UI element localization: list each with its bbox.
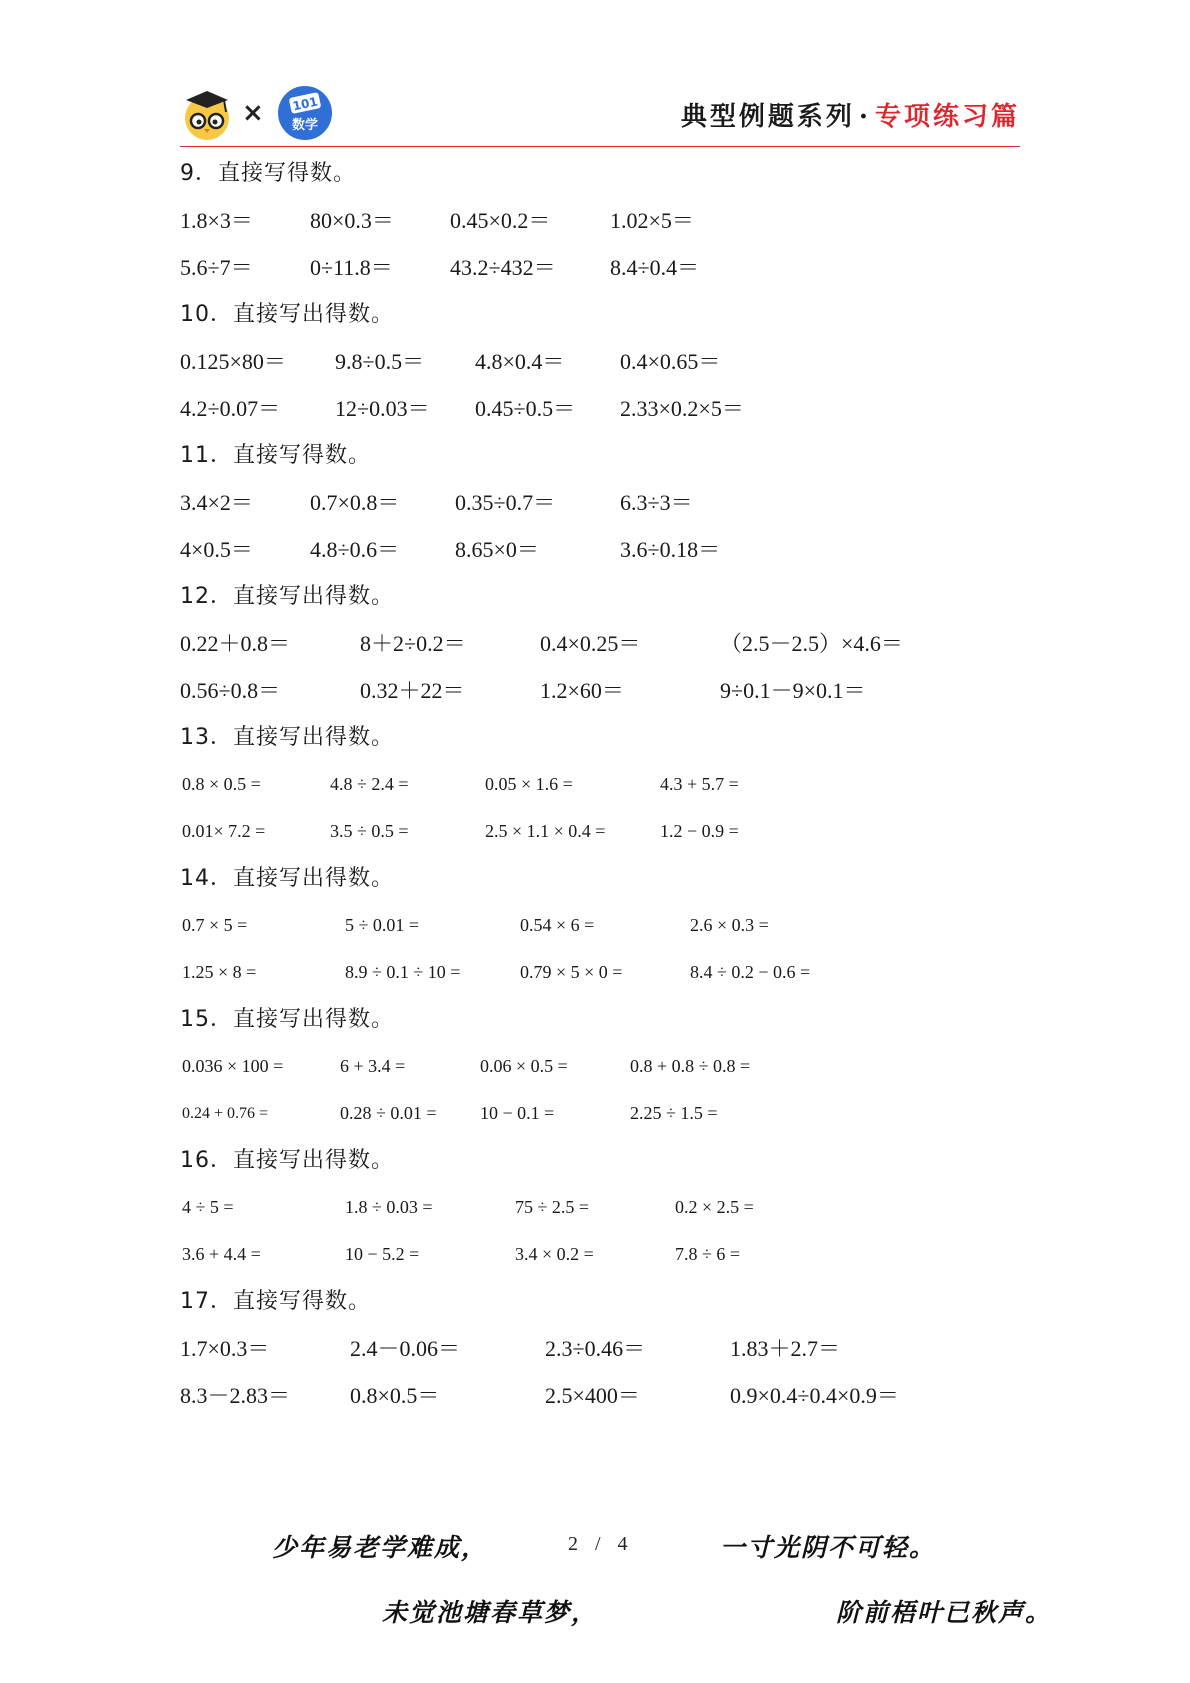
expression: 8.3－2.83＝	[180, 1383, 291, 1408]
expression: 0.32＋22＝	[360, 678, 465, 703]
problem-list	[180, 150, 1020, 1419]
expression: 0.45÷0.5＝	[475, 396, 576, 421]
expression: 0.79 × 5 × 0 =	[520, 962, 623, 982]
expression: 1.2×60＝	[540, 678, 624, 703]
expression: 0.28 ÷ 0.01 =	[340, 1103, 437, 1123]
expression: 8＋2÷0.2＝	[360, 631, 466, 656]
expression: 1.83＋2.7＝	[730, 1336, 841, 1361]
expression: 2.4－0.06＝	[350, 1336, 461, 1361]
expression: 8.9 ÷ 0.1 ÷ 10 =	[345, 962, 461, 982]
problem-title: 10．直接写出得数。	[180, 302, 394, 327]
header-title	[681, 96, 1020, 133]
expression: 0.8×0.5＝	[350, 1383, 440, 1408]
expression: 3.4 × 0.2 =	[515, 1244, 594, 1264]
expression: 1.2 − 0.9 =	[660, 821, 739, 841]
footer-poem-line-3: 未觉池塘春草梦，	[382, 1598, 599, 1627]
expression: 2.6 × 0.3 =	[690, 915, 769, 935]
problem-9	[180, 150, 1020, 291]
expression: 0.05 × 1.6 =	[485, 774, 573, 794]
logo-101-text: 101	[291, 94, 319, 114]
problem-15	[180, 996, 1020, 1137]
expression: 2.33×0.2×5＝	[620, 396, 744, 421]
expression-row	[180, 1372, 1020, 1419]
expression: 0.125×80＝	[180, 349, 286, 374]
owl-logo-icon	[180, 88, 234, 142]
expression-row	[180, 197, 1020, 244]
problem-11	[180, 432, 1020, 573]
expression-row	[180, 902, 1020, 949]
problem-16	[180, 1137, 1020, 1278]
expression-row	[180, 1231, 1020, 1278]
expression: 3.6÷0.18＝	[620, 537, 721, 562]
problem-title: 12．直接写出得数。	[180, 584, 394, 609]
expression-row	[180, 667, 1020, 714]
expression: 0.35÷0.7＝	[455, 490, 556, 515]
problem-17	[180, 1278, 1020, 1419]
math-101-logo-icon	[276, 84, 334, 142]
problem-title: 17．直接写得数。	[180, 1289, 371, 1314]
expression: 6 + 3.4 =	[340, 1056, 406, 1076]
expression: 0.4×0.65＝	[620, 349, 721, 374]
expression: 4 ÷ 5 =	[182, 1197, 234, 1217]
expression: 7.8 ÷ 6 =	[675, 1244, 741, 1264]
expression: 1.8×3＝	[180, 208, 253, 233]
expression: 0÷11.8＝	[310, 255, 393, 280]
expression: 2.25 ÷ 1.5 =	[630, 1103, 718, 1123]
page-number: 2 / 4	[568, 1533, 634, 1555]
expression: 0.56÷0.8＝	[180, 678, 281, 703]
footer-poem-line-2: 一寸光阴不可轻。	[720, 1533, 937, 1562]
expression: 3.6 + 4.4 =	[182, 1244, 261, 1264]
expression: 0.54 × 6 =	[520, 915, 595, 935]
expression: 4×0.5＝	[180, 537, 253, 562]
expression: 0.4×0.25＝	[540, 631, 641, 656]
expression: 0.45×0.2＝	[450, 208, 551, 233]
expression: 0.8 × 0.5 =	[182, 774, 261, 794]
expression: 0.8 + 0.8 ÷ 0.8 =	[630, 1056, 751, 1076]
expression: 75 ÷ 2.5 =	[515, 1197, 590, 1217]
expression: 1.25 × 8 =	[182, 962, 257, 982]
expression: 0.01× 7.2 =	[182, 821, 266, 841]
expression: 4.8÷0.6＝	[310, 537, 400, 562]
expression: 4.8 ÷ 2.4 =	[330, 774, 409, 794]
expression: 10 − 5.2 =	[345, 1244, 420, 1264]
expression: 0.2 × 2.5 =	[675, 1197, 754, 1217]
expression: 2.5 × 1.1 × 0.4 =	[485, 821, 606, 841]
expression-row	[180, 479, 1020, 526]
expression-row	[180, 761, 1020, 808]
footer-poem-line-4: 阶前梧叶已秋声。	[836, 1598, 1053, 1627]
expression: 5 ÷ 0.01 =	[345, 915, 420, 935]
expression-row	[180, 526, 1020, 573]
expression: 4.3 + 5.7 =	[660, 774, 739, 794]
page-header	[180, 82, 1020, 146]
expression: 0.7 × 5 =	[182, 915, 248, 935]
expression-row	[180, 1184, 1020, 1231]
footer-poem-line-1: 少年易老学难成，	[272, 1533, 489, 1562]
expression: 10 − 0.1 =	[480, 1103, 555, 1123]
expression: 4.8×0.4＝	[475, 349, 565, 374]
expression: 0.22＋0.8＝	[180, 631, 291, 656]
expression: 2.3÷0.46＝	[545, 1336, 646, 1361]
logo-math-text: 数学	[291, 118, 319, 133]
expression-row	[180, 1043, 1020, 1090]
expression: 9÷0.1－9×0.1＝	[720, 678, 866, 703]
expression-row	[180, 385, 1020, 432]
expression: 2.5×400＝	[545, 1383, 640, 1408]
expression: 5.6÷7＝	[180, 255, 253, 280]
expression-row	[180, 808, 1020, 855]
expression: 8.65×0＝	[455, 537, 539, 562]
expression: 1.7×0.3＝	[180, 1336, 270, 1361]
expression: 9.8÷0.5＝	[335, 349, 425, 374]
problem-10	[180, 291, 1020, 432]
expression: 3.5 ÷ 0.5 =	[330, 821, 409, 841]
expression: 1.02×5＝	[610, 208, 694, 233]
expression-row	[180, 244, 1020, 291]
problem-13	[180, 714, 1020, 855]
expression: 8.4 ÷ 0.2 − 0.6 =	[690, 962, 811, 982]
expression-row	[180, 949, 1020, 996]
expression-row	[180, 1325, 1020, 1372]
expression: （2.5－2.5）×4.6＝	[720, 631, 903, 656]
problem-12	[180, 573, 1020, 714]
header-dot: ·	[858, 102, 871, 132]
logo-separator: ×	[242, 98, 264, 128]
expression: 6.3÷3＝	[620, 490, 693, 515]
expression: 0.7×0.8＝	[310, 490, 400, 515]
header-divider	[180, 146, 1020, 147]
header-topic: 专项练习篇	[874, 102, 1020, 132]
problem-title: 11．直接写得数。	[180, 443, 371, 468]
expression: 0.06 × 0.5 =	[480, 1056, 568, 1076]
problem-title: 16．直接写出得数。	[180, 1148, 394, 1173]
expression: 0.24 + 0.76 =	[182, 1105, 269, 1122]
problem-title: 13．直接写出得数。	[180, 725, 394, 750]
problem-title: 14．直接写出得数。	[180, 866, 394, 891]
expression-row	[180, 338, 1020, 385]
expression: 1.8 ÷ 0.03 =	[345, 1197, 433, 1217]
expression: 0.9×0.4÷0.4×0.9＝	[730, 1383, 899, 1408]
expression-row	[180, 1090, 1020, 1137]
problem-14	[180, 855, 1020, 996]
expression: 8.4÷0.4＝	[610, 255, 700, 280]
expression: 43.2÷432＝	[450, 255, 556, 280]
header-series: 典型例题系列	[680, 102, 855, 132]
expression: 80×0.3＝	[310, 208, 394, 233]
expression: 3.4×2＝	[180, 490, 253, 515]
expression-row	[180, 620, 1020, 667]
expression: 12÷0.03＝	[335, 396, 430, 421]
expression: 4.2÷0.07＝	[180, 396, 281, 421]
problem-title: 15．直接写出得数。	[180, 1007, 394, 1032]
expression: 0.036 × 100 =	[182, 1056, 284, 1076]
problem-title: 9．直接写得数。	[180, 161, 356, 186]
